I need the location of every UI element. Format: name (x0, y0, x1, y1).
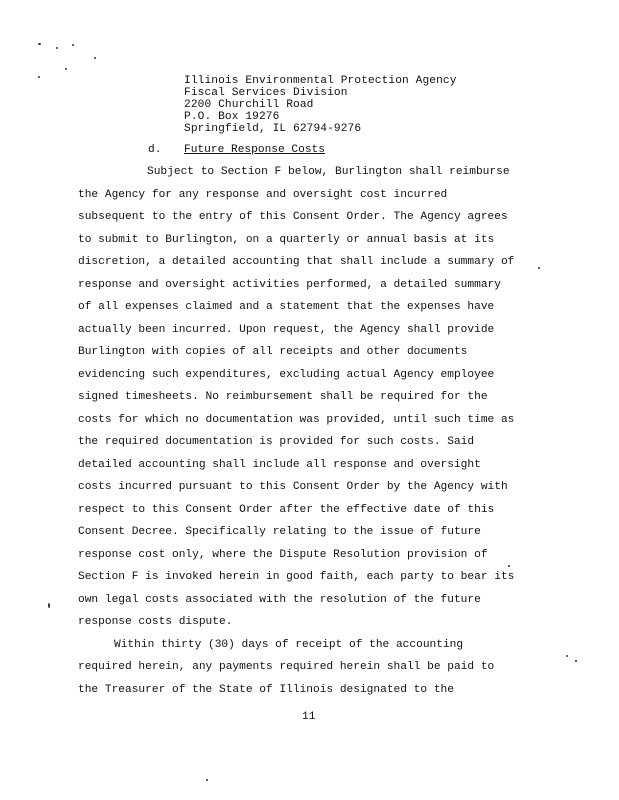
text-line: the Agency for any response and oversight cost incurred (78, 188, 448, 201)
text-line: Consent Decree. Specifically relating to the issue of future (78, 526, 481, 538)
text-line: signed timesheets. No reimbursement shall be required for the (78, 391, 488, 403)
text-line: evidencing such expenditures, excluding actual Agency employee (78, 368, 495, 381)
scan-speck (72, 44, 74, 46)
text-line: required herein, any payments required herein shall be paid to (78, 661, 495, 673)
text-line: Subject to Section F below, Burlington shall reimburse (147, 166, 510, 178)
scan-speck (575, 660, 577, 662)
text-line: respect to this Consent Order after the effective date of this (78, 503, 495, 516)
text-line: Within thirty (30) days of receipt of the accounting (114, 638, 464, 651)
text-line: Burlington with copies of all receipts and other documents (78, 346, 468, 358)
text-line: the Treasurer of the State of Illinois designated to the (78, 683, 454, 696)
text-line: to submit to Burlington, on a quarterly or annual basis at its (78, 233, 495, 246)
section-title: Future Response Costs (184, 144, 325, 156)
address-line: Fiscal Services Division (184, 87, 348, 99)
text-line: costs for which no documentation was provided, until such time as (78, 413, 515, 426)
page-number: 11 (302, 711, 316, 723)
text-line: response costs dispute. (78, 616, 233, 628)
scan-speck (65, 68, 67, 70)
text-line: Section F is invoked herein in good faith, each party to bear its (78, 571, 515, 583)
text-line: subsequent to the entry of this Consent Order. The Agency agrees (78, 211, 508, 223)
text-line: costs incurred pursuant to this Consent Order by the Agency with (78, 481, 508, 493)
scan-speck (206, 779, 208, 781)
address-line: 2200 Churchill Road (184, 99, 314, 111)
address-line: Springfield, IL 62794-9276 (184, 123, 362, 135)
text-line: of all expenses claimed and a statement that the expenses have (78, 301, 495, 313)
scan-speck (56, 47, 58, 49)
text-line: response and oversight activities performed, a detailed summary (78, 278, 501, 291)
text-line: actually been incurred. Upon request, the Agency shall provide (78, 323, 495, 336)
scan-speck (38, 76, 40, 78)
text-line: response cost only, where the Dispute Resolution provision of (78, 548, 488, 561)
mailing-address (184, 75, 457, 135)
section-letter: d. (148, 144, 162, 156)
scan-speck (94, 57, 96, 59)
text-line: own legal costs associated with the resolution of the future (78, 593, 481, 606)
text-line: discretion, a detailed accounting that shall include a summary of (78, 256, 515, 268)
scan-speck (48, 603, 50, 608)
scan-speck (566, 655, 568, 657)
scan-speck (38, 43, 41, 45)
body-text (78, 161, 548, 701)
address-line: Illinois Environmental Protection Agency (184, 75, 457, 87)
address-line: P.O. Box 19276 (184, 111, 280, 123)
text-line: detailed accounting shall include all response and oversight (78, 458, 481, 471)
section-heading (148, 144, 325, 156)
text-line: the required documentation is provided for such costs. Said (78, 436, 475, 448)
